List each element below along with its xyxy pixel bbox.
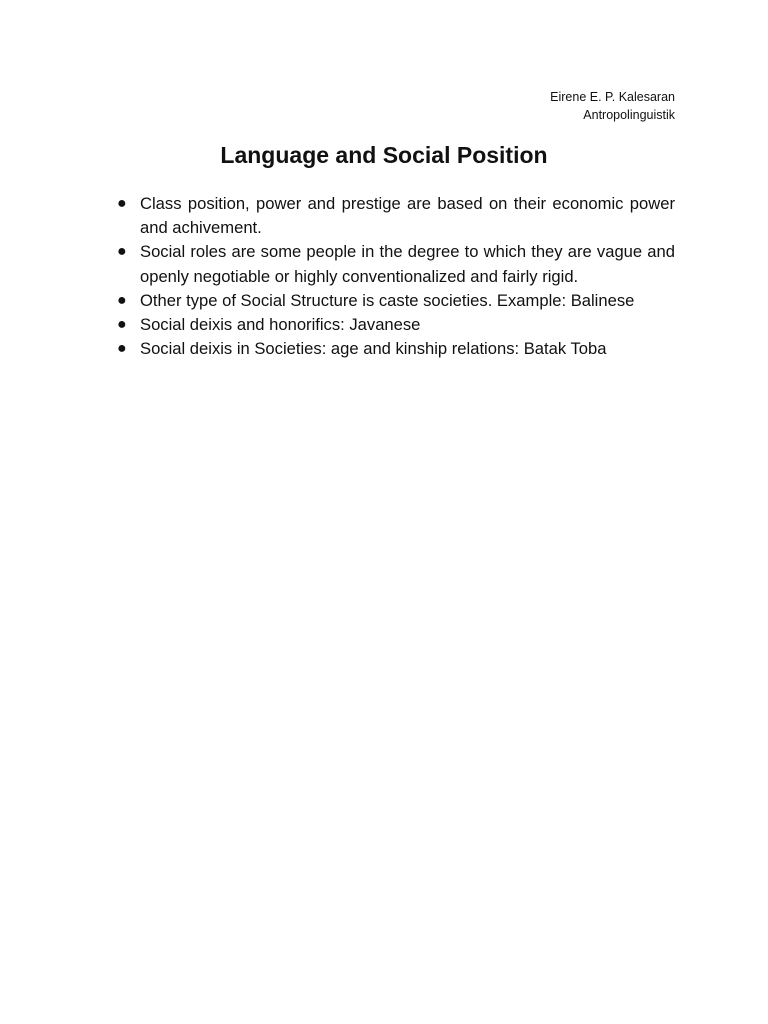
bullet-icon: ● — [117, 243, 127, 261]
course-name: Antropolinguistik — [583, 108, 675, 122]
list-item — [117, 337, 675, 361]
list-item-text: Social roles are some people in the degree to which they are vague and openly negotiable or highly conventionalized and fairly rigid. — [140, 242, 675, 286]
list-item — [117, 313, 675, 337]
bullet-icon: ● — [117, 340, 127, 358]
list-item — [117, 240, 675, 288]
bullet-icon: ● — [117, 195, 127, 212]
page-title — [0, 142, 768, 169]
list-item-text: Social deixis and honorifics: Javanese — [140, 315, 421, 335]
list-item-text: Social deixis in Societies: age and kinship relations: Batak Toba — [140, 339, 607, 359]
header-block — [550, 88, 675, 124]
list-item-text: Class position, power and prestige are based on their economic power and achivement. — [140, 194, 675, 238]
page-title-text: Language and Social Position — [220, 142, 548, 168]
list-item — [117, 192, 675, 240]
author-name: Eirene E. P. Kalesaran — [550, 90, 675, 104]
bullet-list — [117, 192, 675, 361]
list-item — [117, 289, 675, 313]
bullet-icon: ● — [117, 291, 127, 309]
bullet-icon: ● — [117, 316, 127, 334]
list-item-text: Other type of Social Structure is caste societies. Example: Balinese — [140, 290, 635, 310]
